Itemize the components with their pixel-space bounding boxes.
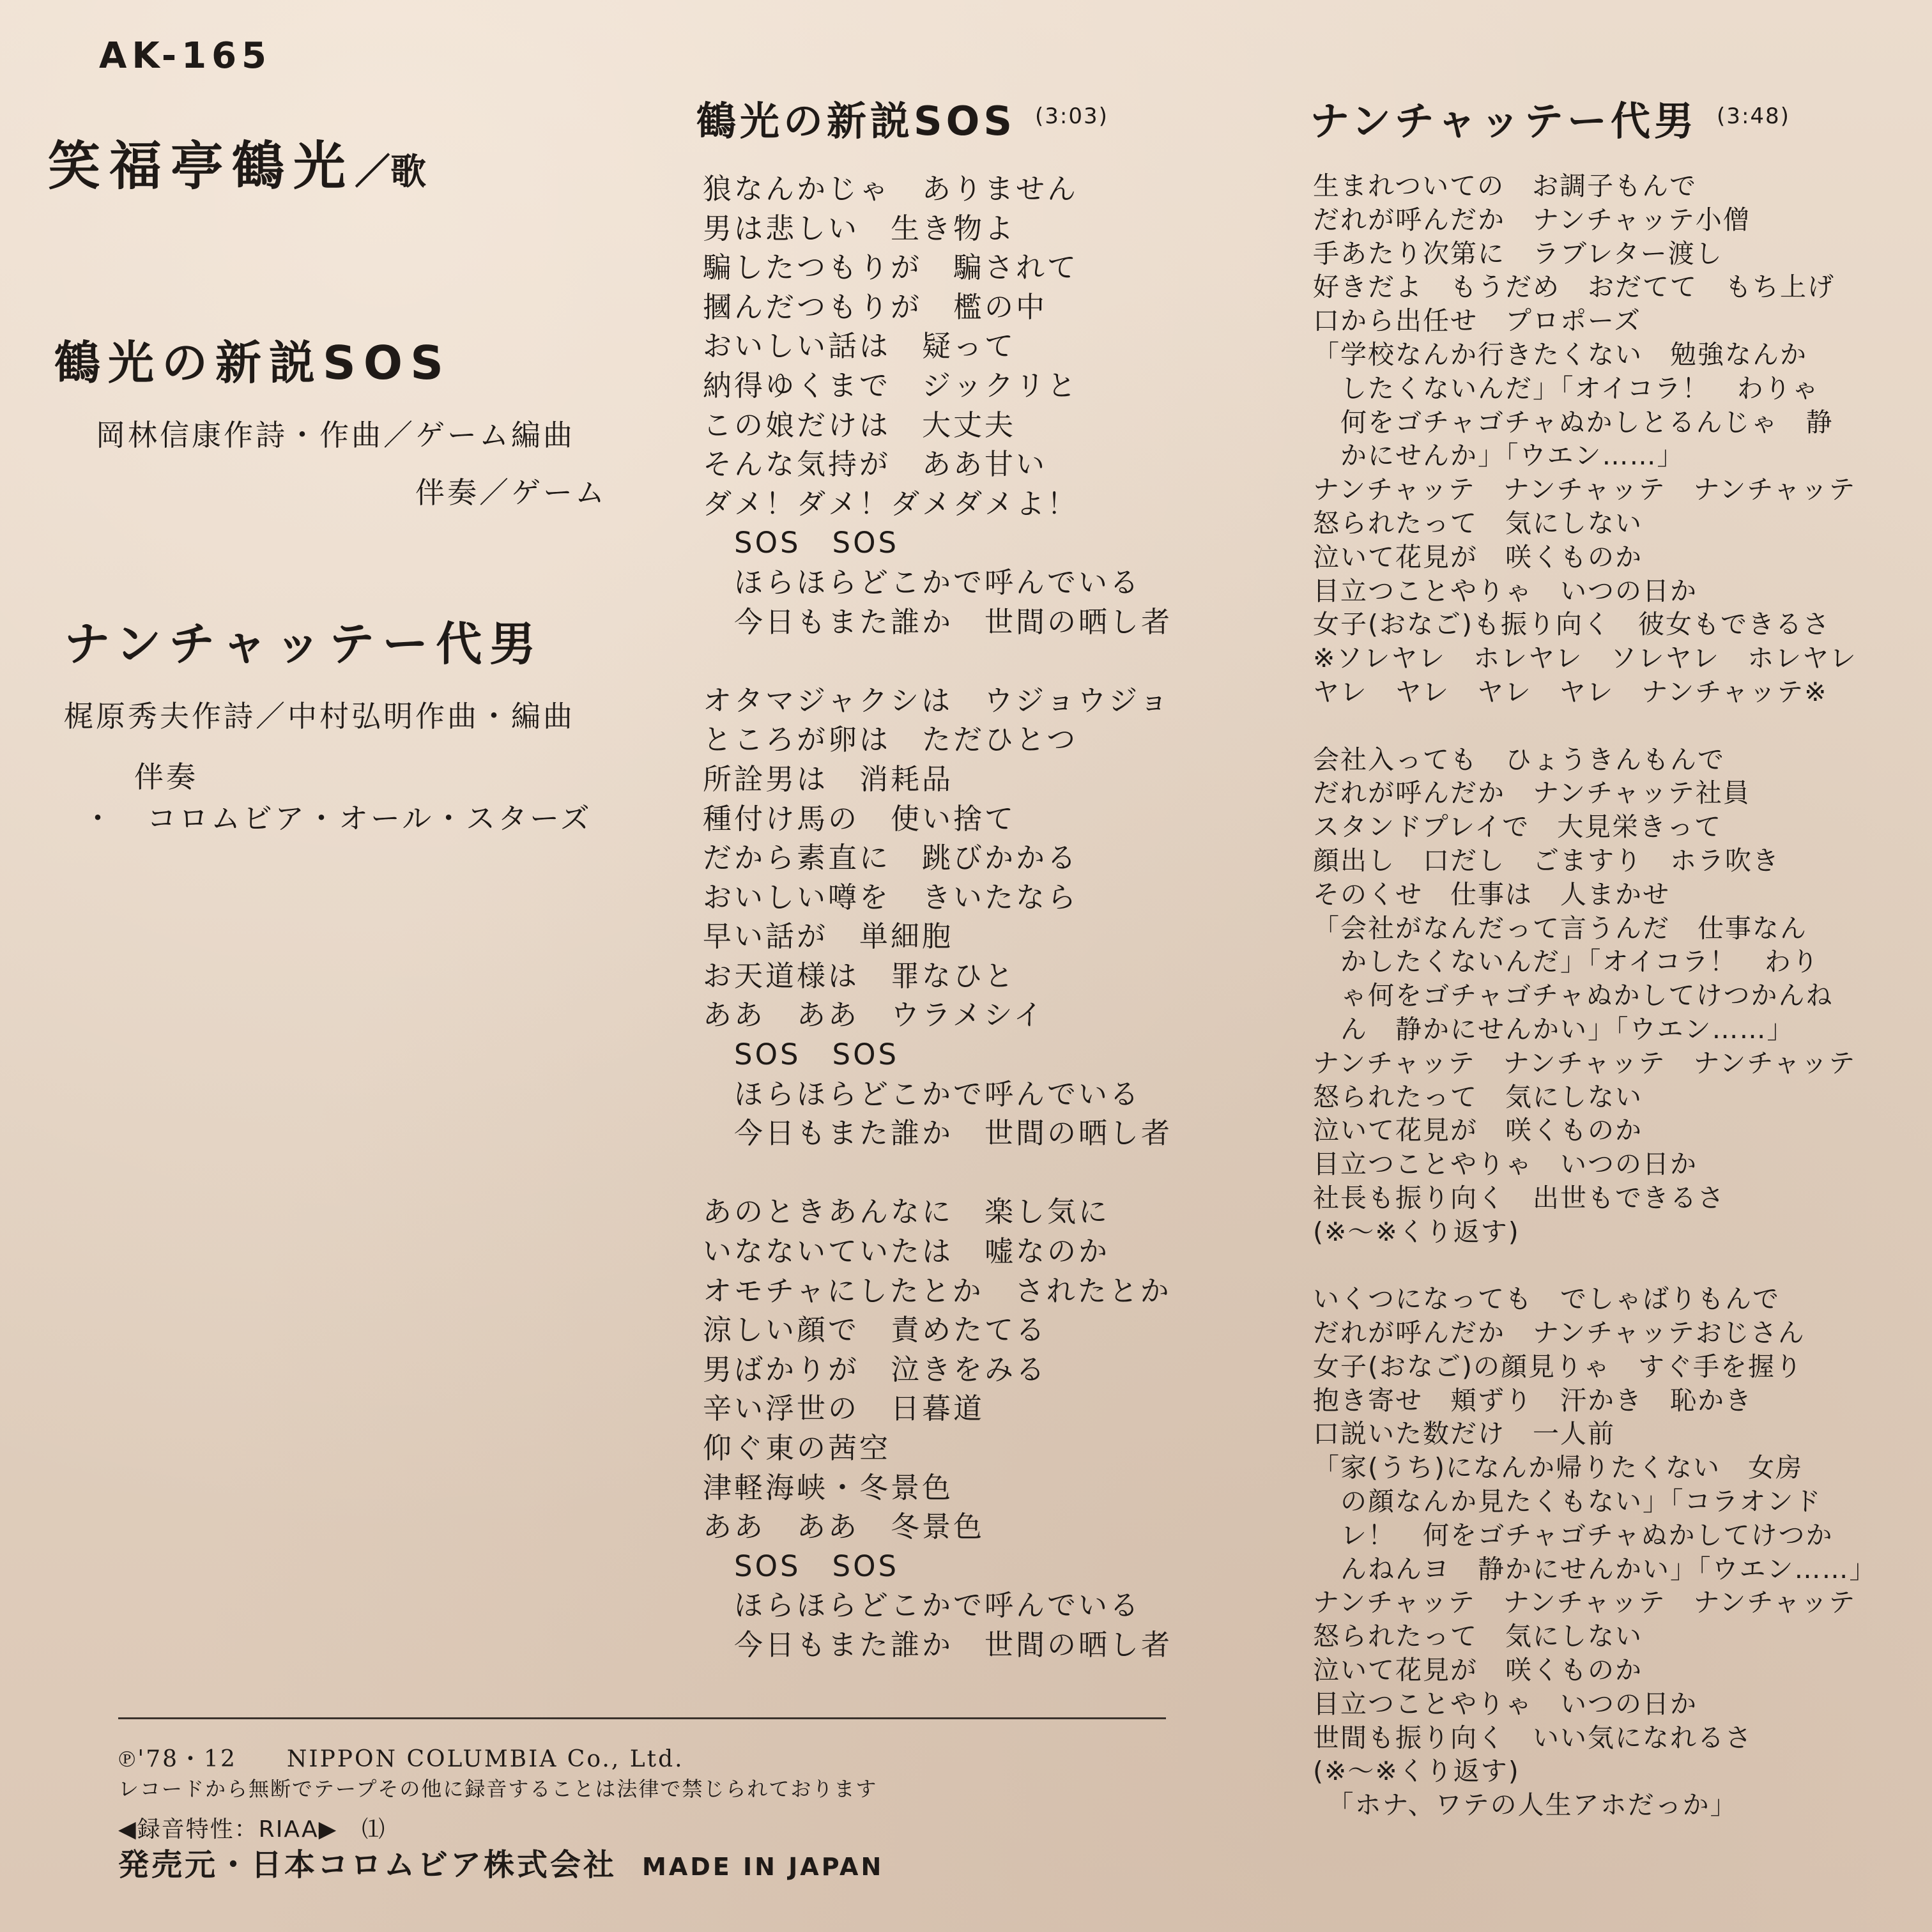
catalog-number: AK-165 (99, 35, 272, 77)
lyric-line: 辛い浮世の 日暮道 (703, 1392, 985, 1426)
lyric-line: 口説いた数だけ 一人前 (1313, 1418, 1615, 1450)
lyric-line: SOS SOS (703, 526, 900, 560)
recording-characteristic: ◀録音特性：RIAA▶ ⑴ (118, 1816, 387, 1843)
verse-break (1313, 709, 1877, 743)
song2-lyrics (1313, 169, 1877, 1822)
lyric-line: いなないていたは 嘘なのか (703, 1234, 1110, 1269)
lyric-line: あのときあんなに 楽し気に (703, 1195, 1110, 1229)
lyric-line: そのくせ 仕事は 人まかせ (1313, 878, 1670, 910)
side-b-credit: 梶原秀夫作詩／中村弘明作曲・編曲 (64, 699, 575, 733)
lyric-line: 種付け馬の 使い捨て (703, 801, 1016, 836)
verse-break (1313, 1249, 1877, 1283)
lyric-line: 目立つことやりゃ いつの日か (1313, 575, 1698, 606)
lyric-line: オモチャにしたとか されたとか (703, 1273, 1172, 1308)
song2-title-row (1310, 89, 1790, 146)
lyric-line: 所詮男は 消耗品 (703, 762, 954, 796)
lyric-line: 好きだよ もうだめ おだてて もち上げ (1313, 272, 1835, 303)
lyric-line: だれが呼んだか ナンチャッテ社員 (1313, 778, 1751, 809)
lyric-line: オタマジャクシは ウジョウジョ (703, 683, 1171, 717)
lyric-line: ダメ！ダメ！ダメダメよ！ (703, 486, 1079, 521)
lyric-line: レ！ 何をゴチャゴチャぬかしてけつか (1313, 1519, 1834, 1551)
lyric-line: かにせんか」「ウエン……」 (1313, 440, 1685, 471)
lyric-line: 世間も振り向く いい気になれるさ (1313, 1722, 1752, 1753)
lyric-line: 手あたり次第に ラブレター渡し (1313, 238, 1723, 269)
lyric-line: んねんヨ 静かにせんかい」「ウエン……」 (1313, 1553, 1877, 1584)
lyric-line: ヤレ ヤレ ヤレ ヤレ ナンチャッテ※ (1313, 676, 1828, 707)
lyric-line: ん 静かにせんかい」「ウエン……」 (1313, 1013, 1795, 1045)
lyric-line: 社長も振り向く 出世もできるさ (1313, 1182, 1725, 1213)
verse-break (703, 641, 1172, 681)
song1-duration: (3:03) (1035, 103, 1108, 129)
lyric-line: かしたくないんだ」「オイコラ！ わり (1313, 946, 1820, 977)
song2-duration: (3:48) (1717, 103, 1790, 129)
lyric-line: ほらほらどこかで呼んでいる (703, 565, 1142, 599)
lyric-line: 女子(おなご)も振り向く 彼女もできるさ (1313, 609, 1830, 640)
lyric-line: SOS SOS (703, 1549, 900, 1583)
lyric-line: ああ ああ ウラメシイ (703, 998, 1045, 1032)
lyric-line: 怒られたって 気にしない (1313, 507, 1643, 539)
lyric-line: 男ばかりが 泣きをみる (703, 1352, 1048, 1386)
lyric-line: 納得ゆくまで ジックリと (703, 368, 1079, 402)
lyric-line: 怒られたって 気にしない (1313, 1621, 1643, 1652)
lyric-line: 泣いて花見が 咲くものか (1313, 1115, 1643, 1146)
lyric-line: 「家(うち)になんか帰りたくない 女房 (1313, 1452, 1803, 1483)
lyric-line: 泣いて花見が 咲くものか (1313, 541, 1643, 572)
lyric-line: ※ソレヤレ ホレヤレ ソレヤレ ホレヤレ (1313, 643, 1857, 674)
artist-heading (48, 125, 426, 199)
recording-notice: レコードから無断でテープその他に録音することは法律で禁じられております (118, 1777, 878, 1801)
lyric-line: (※～※くり返す) (1313, 1756, 1520, 1787)
artist-name: 笑福亭鶴光 (48, 136, 355, 197)
lyric-line: おいしい噂を きいたなら (703, 880, 1079, 914)
lyric-line: 顔出し 口だし ごますり ホラ吹き (1313, 845, 1780, 876)
song1-lyrics (703, 169, 1172, 1665)
lyric-line: おいしい話は 疑って (703, 329, 1016, 364)
side-b-title: ナンチャッテー代男 (64, 617, 544, 671)
lyric-line: 今日もまた誰か 世間の晒し者 (703, 1116, 1173, 1151)
lyric-line: だから素直に 跳びかかる (703, 841, 1079, 875)
lyric-line: いくつになっても でしゃばりもんで (1313, 1284, 1780, 1315)
lyric-line: だれが呼んだか ナンチャッテおじさん (1313, 1317, 1805, 1349)
lyric-line: の顔なんか見たくもない」「コラオンド (1313, 1486, 1822, 1517)
lyric-line: 抱き寄せ 頬ずり 汗かき 恥かき (1313, 1384, 1752, 1416)
lyric-line: ほらほらどこかで呼んでいる (703, 1077, 1142, 1111)
artist-role: ／歌 (355, 151, 427, 193)
side-a-title: 鶴光の新説SOS (54, 336, 451, 390)
lyric-line: 目立つことやりゃ いつの日か (1313, 1688, 1698, 1719)
lyric-line: 津軽海峡・冬景色 (703, 1470, 954, 1505)
lyric-line: 涼しい顔で 責めたてる (703, 1313, 1048, 1347)
lyric-line: そんな気持が ああ甘い (703, 447, 1048, 482)
lyric-line: 摑んだつもりが 檻の中 (703, 289, 1048, 324)
publisher-line (118, 1840, 884, 1884)
lyric-line: ああ ああ 冬景色 (703, 1510, 985, 1544)
lyric-line: 騙したつもりが 騙されて (703, 250, 1079, 285)
side-b-accompaniment-label: 伴奏 (134, 760, 198, 794)
lyric-line: したくないんだ」「オイコラ！ わりゃ (1313, 372, 1820, 404)
lyric-line: この娘だけは 大丈夫 (703, 408, 1016, 442)
lyric-line: ところが卵は ただひとつ (703, 723, 1078, 757)
lyric-line: 目立つことやりゃ いつの日か (1313, 1149, 1698, 1180)
lyric-line: ナンチャッテ ナンチャッテ ナンチャッテ (1313, 1047, 1857, 1078)
lyric-line: 怒られたって 気にしない (1313, 1081, 1643, 1112)
lyric-line: 今日もまた誰か 世間の晒し者 (703, 604, 1173, 639)
side-a-credit: 岡林信康作詩・作曲／ゲーム編曲 (96, 418, 575, 452)
lyric-line: ゃ何をゴチャゴチャぬかしてけつかんね (1313, 980, 1834, 1011)
publisher: 発売元・日本コロムビア株式会社 (118, 1847, 617, 1883)
lyric-line: 「会社がなんだって言うんだ 仕事なん (1313, 912, 1807, 944)
lyric-line: 「ホナ、ワテの人生アホだっか」 (1313, 1790, 1738, 1821)
lyric-line: 口から出任せ プロポーズ (1313, 305, 1641, 337)
made-in: MADE IN JAPAN (642, 1853, 884, 1881)
lyric-line: 何をゴチャゴチャぬかしとるんじゃ 静 (1313, 406, 1834, 438)
lyric-line: (※～※くり返す) (1313, 1216, 1520, 1247)
side-b-accompaniment: ・ コロムビア・オール・スターズ (83, 801, 592, 836)
side-a-accompaniment: 伴奏／ゲーム (415, 475, 607, 510)
lyric-line: 今日もまた誰か 世間の晒し者 (703, 1627, 1173, 1662)
copyright-line: ℗'78・12 NIPPON COLUMBIA Co., Ltd. (118, 1746, 684, 1772)
lyric-line: 女子(おなご)の顔見りゃ すぐ手を握り (1313, 1351, 1803, 1382)
lyric-line: お天道様は 罪なひと (703, 958, 1016, 993)
lyric-line: 仰ぐ東の茜空 (703, 1431, 891, 1465)
song1-title-row (696, 89, 1108, 146)
lyric-line: ナンチャッテ ナンチャッテ ナンチャッテ (1313, 1587, 1857, 1618)
lyric-line: ナンチャッテ ナンチャッテ ナンチャッテ (1313, 474, 1857, 505)
lyric-line: 男は悲しい 生き物よ (703, 211, 1016, 245)
song1-title: 鶴光の新説SOS (696, 98, 1016, 144)
lyric-line: 泣いて花見が 咲くものか (1313, 1655, 1643, 1686)
lyric-line: だれが呼んだか ナンチャッテ小僧 (1313, 204, 1751, 235)
lyric-line: 狼なんかじゃ ありません (703, 172, 1079, 206)
lyric-line: SOS SOS (703, 1038, 900, 1072)
lyric-line: スタンドプレイで 大見栄きって (1313, 811, 1722, 843)
lyric-line: 生まれついての お調子もんで (1313, 171, 1698, 201)
lyric-line: 「学校なんか行きたくない 勉強なんか (1313, 339, 1807, 370)
lyric-line: 早い話が 単細胞 (703, 919, 954, 954)
verse-break (703, 1153, 1172, 1193)
lyric-line: ほらほらどこかで呼んでいる (703, 1588, 1142, 1623)
footer-divider (118, 1717, 1166, 1719)
lyric-line: 会社入っても ひょうきんもんで (1313, 744, 1725, 775)
song2-title: ナンチャッテー代男 (1310, 98, 1698, 144)
